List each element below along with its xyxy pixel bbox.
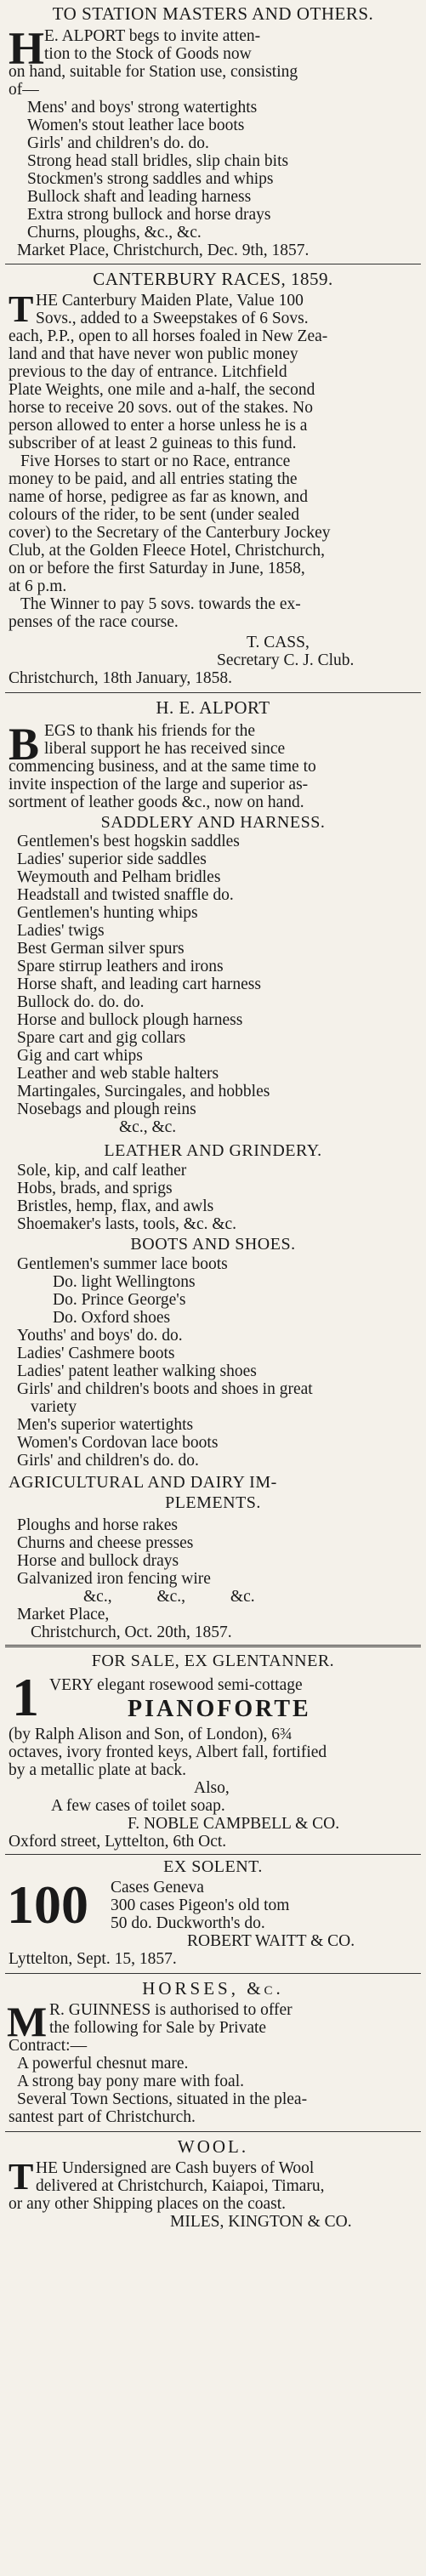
list-item: Galvanized iron fencing wire [17,1570,211,1588]
ad1-line: Stockmen's strong saddles and whips [27,170,274,188]
ad2-line: Sovs., added to a Sweepstakes of 6 Sovs. [36,310,309,327]
ad3-section-leather: LEATHER AND GRINDERY. [104,1141,322,1160]
ad5-line: Cases Geneva [111,1879,204,1896]
list-item: Churns and cheese presses [17,1534,194,1552]
list-item: Spare cart and gig collars [17,1029,186,1047]
ad3-address: Market Place, [17,1606,110,1624]
list-item: Weymouth and Pelham bridles [17,868,221,886]
ad7-signature: MILES, KINGTON & CO. [170,2213,352,2231]
list-item: Women's Cordovan lace boots [17,1434,219,1452]
ad2-dropcap: T [9,288,34,330]
ad6-line: A strong bay pony mare with foal. [17,2073,244,2090]
list-item: Ladies' superior side saddles [17,850,207,868]
ad2-signature: T. CASS, [247,634,310,651]
ad4-line: VERY elegant rosewood semi-cottage [49,1676,303,1694]
ad7-line: HE Undersigned are Cash buyers of Wool [36,2159,315,2177]
ad4-dateline: Oxford street, Lyttelton, 6th Oct. [9,1833,227,1851]
ad1-line: on hand, suitable for Station use, consisting [9,63,298,81]
list-item: Leather and web stable halters [17,1065,219,1083]
ad3-intro-line: commencing business, and at the same time to [9,758,316,776]
list-item: Horse and bullock drays [17,1552,179,1570]
ad7-dropcap: T [9,2156,34,2198]
ad2-line: subscriber of at least 2 guineas to this fund. [9,435,297,452]
list-item: Martingales, Surcingales, and hobbles [17,1083,270,1100]
ad5-signature: ROBERT WAITT & CO. [187,1932,355,1950]
ad2-line: The Winner to pay 5 sovs. towards the ex- [20,595,301,613]
divider [5,1645,421,1647]
ad3-section-agricultural: AGRICULTURAL AND DAIRY IM- [9,1473,277,1492]
ad3-intro-line: liberal support he has received since [44,740,286,758]
ad4-pianoforte: PIANOFORTE [128,1696,311,1722]
divider [5,2131,421,2132]
ad5-line: 300 cases Pigeon's old tom [111,1896,290,1914]
ad7-line: delivered at Christchurch, Kaiapoi, Timaru, [36,2177,325,2195]
ad2-line: horse to receive 20 sovs. out of the stakes. No [9,399,313,417]
ad4-signature: F. NOBLE CAMPBELL & CO. [128,1815,340,1833]
ad6-dropcap: M [7,1998,48,2045]
ad2-line: Club, at the Golden Fleece Hotel, Christchurch, [9,542,326,560]
ad2-line: previous to the day of entrance. Litchfield [9,363,287,381]
list-item: Horse shaft, and leading cart harness [17,975,261,993]
ad4-line: A few cases of toilet soap. [51,1797,225,1815]
list-item: Nosebags and plough reins [17,1100,196,1118]
ad2-line: name of horse, pedigree as far as known, and [9,488,308,506]
list-item: Gentlemen's summer lace boots [17,1255,228,1273]
ad2-line: HE Canterbury Maiden Plate, Value 100 [36,292,304,310]
ad2-dateline: Christchurch, 18th January, 1858. [9,669,233,687]
ad1-line: E. ALPORT begs to invite atten- [44,27,261,45]
ad4-line: Also, [194,1779,230,1797]
list-item: &c., &c. [119,1118,177,1136]
ad1-line: Market Place, Christchurch, Dec. 9th, 1857. [17,242,310,259]
list-item: Bullock do. do. do. [17,993,145,1011]
list-item: variety [31,1398,77,1416]
list-item: Headstall and twisted snaffle do. [17,886,234,904]
list-item: Ladies' twigs [17,922,105,940]
ad3-intro-line: sortment of leather goods &c., now on hand. [9,793,304,811]
ad1-dropcap: H [9,23,45,74]
ad1-line: Extra strong bullock and horse drays [27,206,271,224]
ad3-intro-line: EGS to thank his friends for the [44,722,256,740]
list-item: Shoemaker's lasts, tools, &c. &c. [17,1215,237,1233]
ad2-line: penses of the race course. [9,613,179,631]
list-item: Youths' and boys' do. do. [17,1327,183,1345]
list-item: Men's superior watertights [17,1416,194,1434]
ad2-line: person allowed to enter a horse unless he is a [9,417,308,435]
ad2-heading: CANTERBURY RACES, 1859. [93,269,333,289]
ad1-line: Bullock shaft and leading harness [27,188,252,206]
ad6-line: the following for Sale by Private [49,2019,267,2037]
ad5-dateline: Lyttelton, Sept. 15, 1857. [9,1950,177,1968]
ad3-dateline: Christchurch, Oct. 20th, 1857. [31,1624,232,1641]
list-item: Gentlemen's best hogskin saddles [17,833,240,850]
ad7-heading: WOOL. [177,2136,249,2157]
list-item: Do. Prince George's [53,1291,186,1309]
ad1-line: Girls' and children's do. do. [27,134,209,152]
ad2-line: colours of the rider, to be sent (under sealed [9,506,299,524]
ad5-line: 50 do. Duckworth's do. [111,1914,265,1932]
list-item: Gig and cart whips [17,1047,143,1065]
ad3-section-saddlery: SADDLERY AND HARNESS. [100,813,326,832]
ad4-line: (by Ralph Alison and Son, of London), 6¾ [9,1726,293,1743]
ad4-number: 1 [12,1667,39,1727]
ad4-line: by a metallic plate at back. [9,1761,186,1779]
list-item: Girls' and children's boots and shoes in great [17,1380,313,1398]
list-item: Hobs, brads, and sprigs [17,1180,173,1197]
divider [5,692,421,693]
list-item: Spare stirrup leathers and irons [17,958,224,975]
ad2-line: Plate Weights, one mile and a-half, the second [9,381,315,399]
divider [5,1854,421,1855]
ad2-line: money to be paid, and all entries stating the [9,470,298,488]
ad3-section-boots: BOOTS AND SHOES. [130,1235,296,1254]
ad2-line: Five Horses to start or no Race, entrance [20,452,291,470]
ad6-line: Contract:— [9,2037,88,2055]
ad3-section-agricultural-cont: PLEMENTS. [165,1493,261,1512]
list-item: Best German silver spurs [17,940,185,958]
ad2-line: at 6 p.m. [9,577,67,595]
list-item: Do. Oxford shoes [53,1309,171,1327]
list-item: Horse and bullock plough harness [17,1011,243,1029]
list-item: &c., &c., &c. [83,1588,255,1606]
ad1-line: tion to the Stock of Goods now [44,45,252,63]
ad5-heading: EX SOLENT. [163,1857,263,1876]
list-item: Do. light Wellingtons [53,1273,196,1291]
ad6-line: santest part of Christchurch. [9,2108,196,2126]
list-item: Sole, kip, and calf leather [17,1162,187,1180]
list-item: Bristles, hemp, flax, and awls [17,1197,214,1215]
ad2-line: on or before the first Saturday in June, 1858, [9,560,305,577]
list-item: Girls' and children's do. do. [17,1452,199,1470]
list-item: Gentlemen's hunting whips [17,904,198,922]
ad1-line: Women's stout leather lace boots [27,117,245,134]
ad4-line: octaves, ivory fronted keys, Albert fall, fortified [9,1743,327,1761]
list-item: Ladies' Cashmere boots [17,1345,175,1362]
ad2-line: land and that have never won public money [9,345,298,363]
ad2-line: each, P.P., open to all horses foaled in New Zea- [9,327,328,345]
ad6-heading: HORSES, &c. [142,1978,284,1999]
ad3-dropcap: B [9,719,40,770]
ad4-heading: FOR SALE, EX GLENTANNER. [91,1652,335,1670]
ad2-line: cover) to the Secretary of the Canterbury Jockey [9,524,331,542]
divider [5,1973,421,1974]
ad6-line: R. GUINNESS is authorised to offer [49,2001,293,2019]
list-item: Ploughs and horse rakes [17,1516,179,1534]
ad1-heading: TO STATION MASTERS AND OTHERS. [52,3,374,24]
ad6-line: A powerful chesnut mare. [17,2055,189,2073]
ad7-line: or any other Shipping places on the coast. [9,2195,287,2213]
ad1-line: of— [9,81,39,99]
ad2-signature-title: Secretary C. J. Club. [217,651,355,669]
ad1-line: Strong head stall bridles, slip chain bits [27,152,289,170]
ad1-line: Mens' and boys' strong watertights [27,99,258,117]
list-item: Ladies' patent leather walking shoes [17,1362,257,1380]
ad1-line: Churns, ploughs, &c., &c. [27,224,202,242]
ad3-heading: H. E. ALPORT [156,697,270,718]
ad3-intro-line: invite inspection of the large and superior as- [9,776,309,793]
ad6-line: Several Town Sections, situated in the plea- [17,2090,308,2108]
ad5-number: 100 [7,1874,88,1935]
